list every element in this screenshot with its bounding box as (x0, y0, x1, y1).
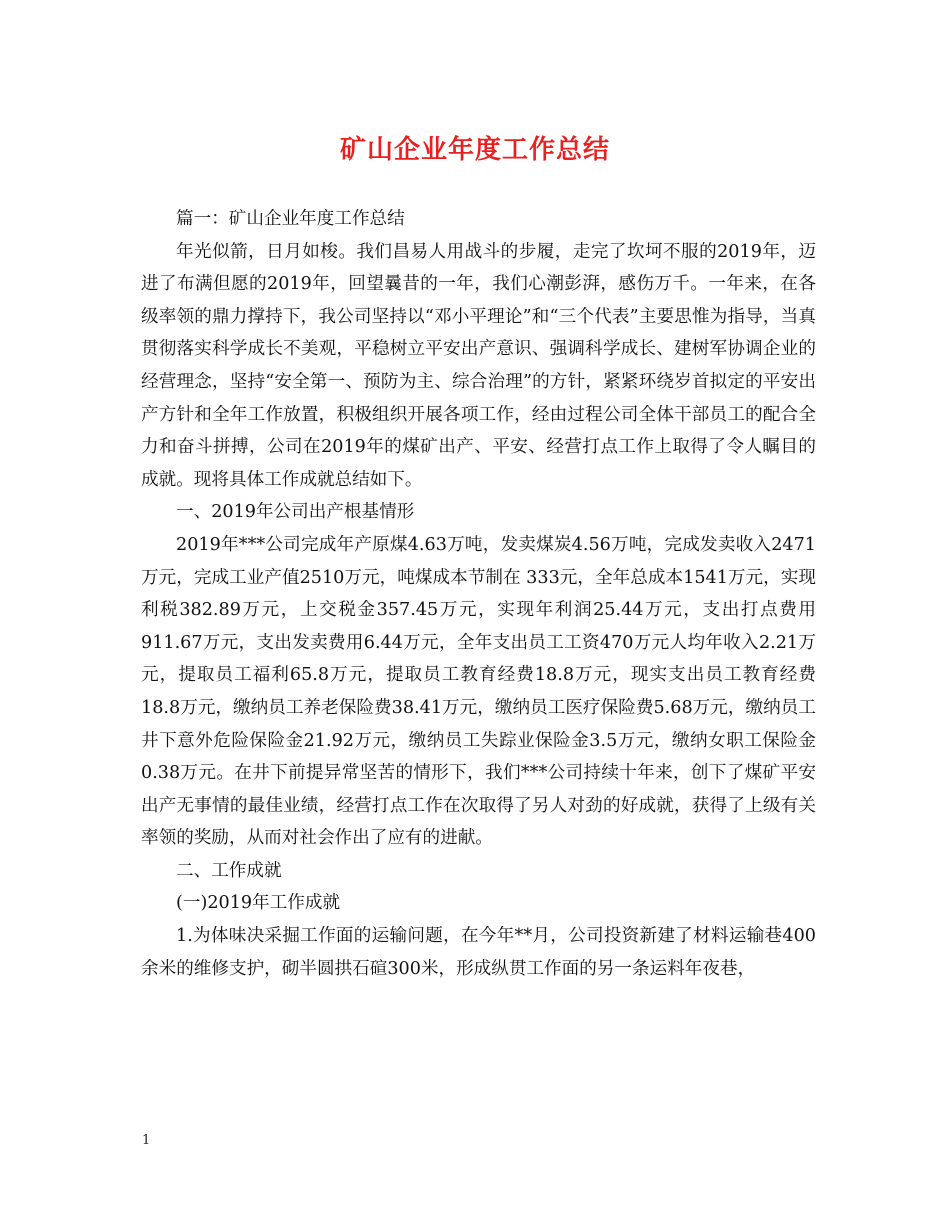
subsection-heading-2019: (一)2019年工作成就 (176, 893, 341, 914)
document-body (141, 203, 816, 985)
section-heading-article: 篇一：矿山企业年度工作总结 (176, 209, 405, 229)
section-heading-achievements: 二、工作成就 (176, 860, 282, 881)
body-paragraph-intro: 年光似箭，日月如梭。我们昌易人用战斗的步履，走完了坎坷不服的2019年，迈进了布满但愿的2019年，回望曩昔的一年，我们心潮彭湃，感伤万千。一年来，在各级率领的鼎力撑持下，我公司坚持以“邓小平理论”和“三个代表”主要思惟为指导，当真贯彻落实科学成长不美观，平稳树立平安出产意识、强调科学成长、建树军协调企业的经营理念，坚持“安全第一、预防为主、综合治理”的方针，紧紧环绕岁首拟定的平安出产方针和全年工作放置，积极组织开展各项工作，经由过程公司全体干部员工的配合全力和奋斗拼搏，公司在2019年的煤矿出产、平安、经营打点工作上取得了令人瞩目的成就。现将具体工作成就总结如下。 (141, 241, 816, 490)
document-title: 矿山企业年度工作总结 (339, 135, 610, 165)
page-number: 1 (142, 1133, 151, 1148)
body-paragraph-item-1: 1.为体味决采掘工作面的运输问题，在今年**月，公司投资新建了材料运输巷400余米的维修支护，砌半圆拱石碹300米，形成纵贯工作面的另一条运料年夜巷， (141, 926, 816, 979)
section-heading-production: 一、2019年公司出产根基情形 (176, 502, 415, 523)
body-paragraph-production: 2019年***公司完成年产原煤4.63万吨，发卖煤炭4.56万吨，完成发卖收入2471万元，完成工业产值2510万元，吨煤成本节制在 333元，全年总成本1541万元，实现利税382.89万元，上交税金357.45万元，实现年利润25.44万元，支出打点费用911.67万元，支出发卖费用6.44万元，全年支出员工工资470万元人均年收入2.21万元，提取员工福利65.8万元，提取员工教育经费18.8万元，现实支出员工教育经费18.8万元，缴纳员工养老保险费38.41万元，缴纳员工医疗保险费5.68万元，缴纳员工井下意外危险保险金21.92万元，缴纳员工失踪业保险金3.5万元，缴纳女职工保险金0.38万元。在井下前提异常坚苦的情形下，我们***公司持续十年来，创下了煤矿平安出产无事情的最佳业绩，经营打点工作在次取得了另人对劲的好成就，获得了上级有关率领的奖励，从而对社会作出了应有的进献。 (141, 534, 816, 849)
